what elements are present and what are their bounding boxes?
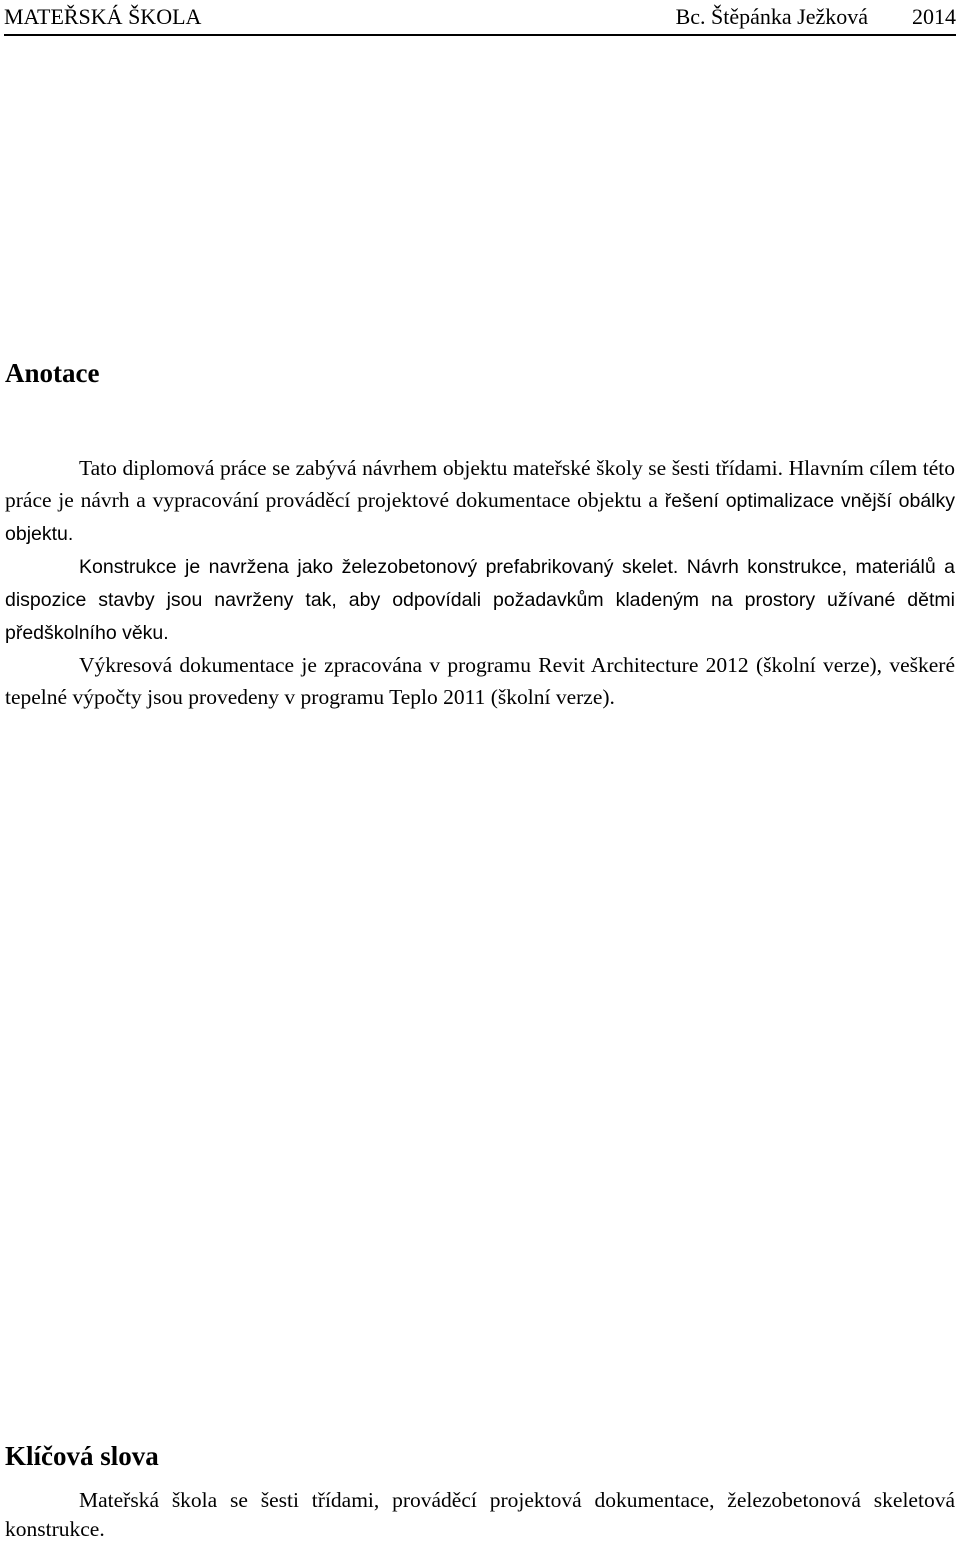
keywords-body <box>5 1486 955 1544</box>
annotation-p1-a: Tato diplomová práce se zabývá návrhem objektu mateřské školy se šesti třídami. Hlavním cílem této práce je návrh a vypracování prováděcí projektové dokumentace objektu a <box>5 456 955 512</box>
annotation-p2-b: Návrh konstrukce, materiálů a dispozice stavby jsou navrženy tak, aby odpovídali požadavkům kladeným na prostory užívané dětmi předškolního věku. <box>5 556 955 644</box>
annotation-heading: Anotace <box>5 358 100 388</box>
annotation-paragraph-2 <box>5 550 955 649</box>
keywords-heading: Klíčová slova <box>5 1441 159 1471</box>
page-header <box>4 0 956 36</box>
annotation-p1-b: řešení optimalizace vnější obálky objektu. <box>5 490 955 545</box>
annotation-paragraph-3: Výkresová dokumentace je zpracována v programu Revit Architecture 2012 (školní verze), veškeré tepelné výpočty jsou provedeny v programu Teplo 2011 (školní verze). <box>5 653 955 709</box>
header-meta <box>676 0 956 34</box>
header-title: MATEŘSKÁ ŠKOLA <box>4 4 202 29</box>
annotation-body <box>5 452 955 713</box>
header-year: 2014 <box>912 4 956 29</box>
keywords-text: Mateřská škola se šesti třídami, prováděcí projektová dokumentace, železobetonová skeletová konstrukce. <box>5 1488 955 1541</box>
annotation-p2-a: Konstrukce je navržena jako železobetonový prefabrikovaný skelet. <box>79 556 679 578</box>
header-author: Bc. Štěpánka Ježková <box>675 4 868 29</box>
annotation-paragraph-1 <box>5 452 955 550</box>
